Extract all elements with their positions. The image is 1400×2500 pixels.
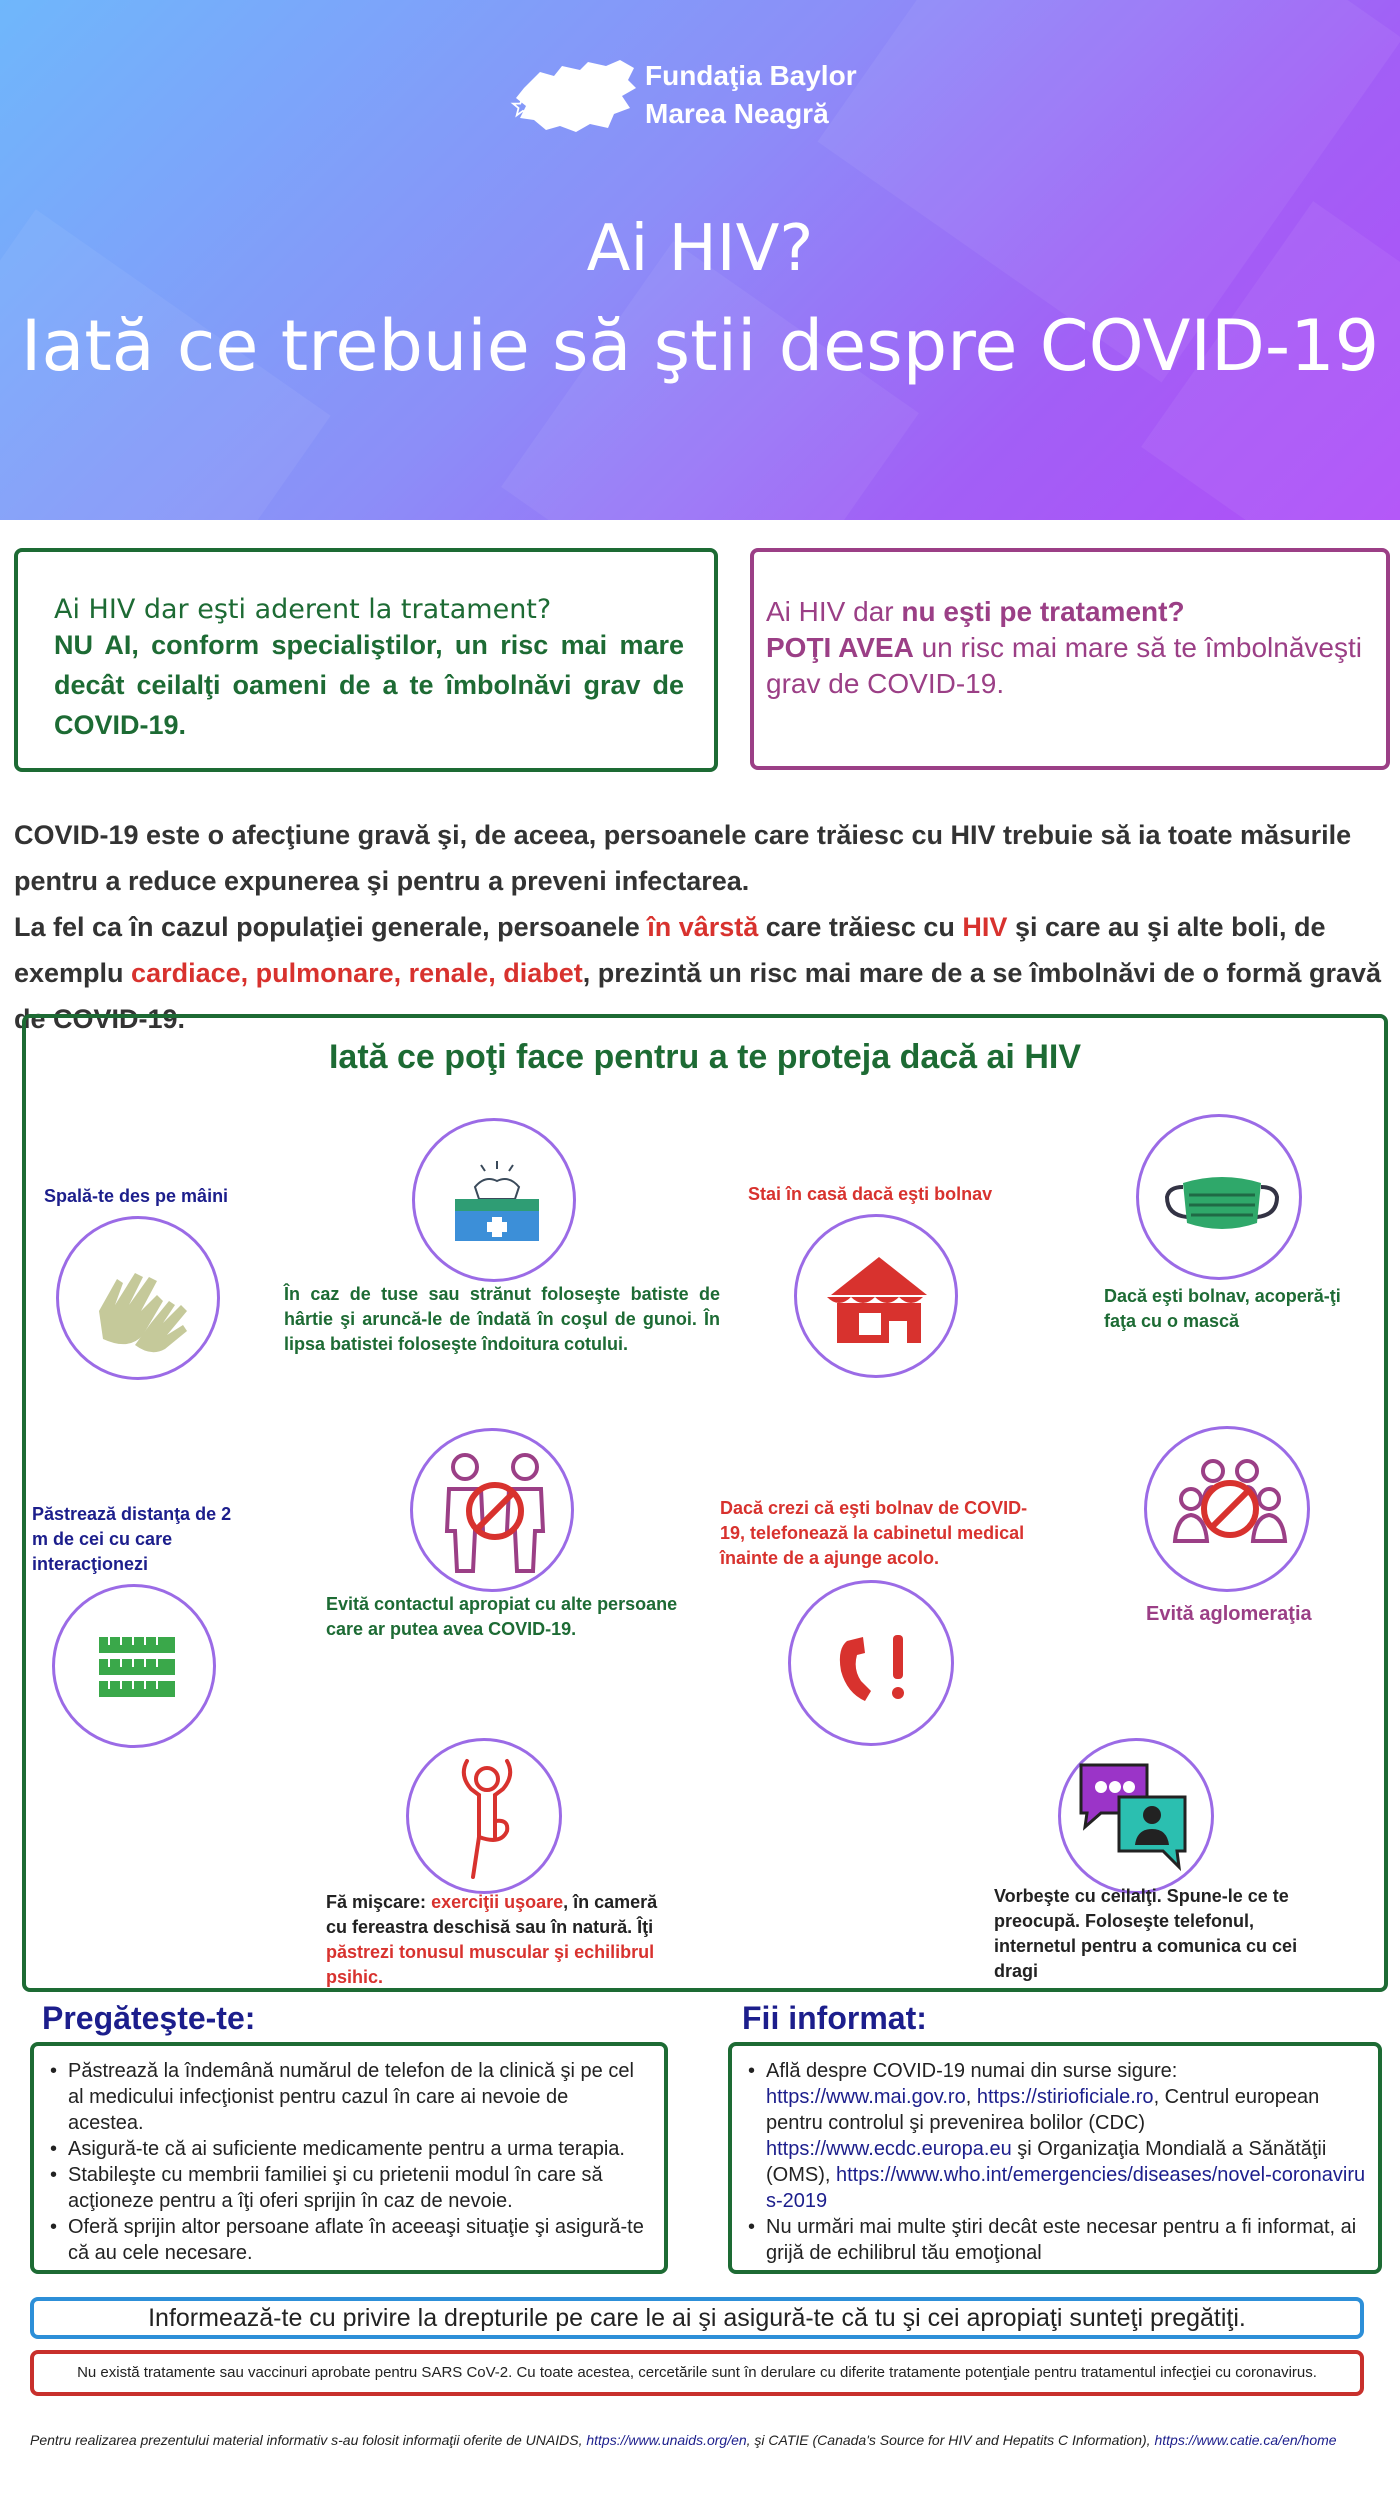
- intro-p2-red3: cardiace, pulmonare, renale, diabet: [131, 958, 583, 988]
- stay-home-circle: [794, 1214, 958, 1378]
- catie-link[interactable]: https://www.catie.ca/en/home: [1154, 2432, 1337, 2448]
- footer-a: Pentru realizarea prezentului material informativ s-au folosit informaţii oferite de UNAIDS,: [30, 2432, 587, 2448]
- inform-box: [728, 2042, 1382, 2274]
- nontreated-answer: [766, 630, 1372, 702]
- contact-caption: Evită contactul apropiat cu alte persoane care ar putea avea COVID-19.: [326, 1594, 678, 1639]
- no-crowd-icon: [1147, 1429, 1313, 1595]
- title-line2: Iată ce trebuie să ştii despre COVID-19: [20, 305, 1380, 387]
- list-item: • Asigură-te că ai suficiente medicamente pentru a urma terapia.: [42, 2136, 648, 2162]
- tissue-box-icon: [415, 1121, 579, 1285]
- no-treatment-banner: Nu există tratamente sau vaccinuri aprobate pentru SARS CoV-2. Cu toate acestea, cercetările sunt în derulare cu diferite tratamente potenţiale pentru tratamentul infecţiei cu coronavirus.: [30, 2350, 1364, 2396]
- exercise-red2: păstrezi tonusul muscular şi echilibrul psihic.: [326, 1942, 655, 1987]
- mask-caption: Dacă eşti bolnav, acoperă-ţi faţa cu o mască: [1104, 1286, 1341, 1331]
- inform-title: Fii informat:: [742, 2000, 927, 2036]
- intro-p2-red2: HIV: [962, 912, 1008, 942]
- no-crowd-circle: [1144, 1426, 1310, 1592]
- adherent-answer: NU AI, conform specialiştilor, un risc mai mare decât ceilalţi oameni de a te îmbolnăvi grav de COVID-19.: [54, 630, 684, 740]
- title-line1: Ai HIV?: [586, 212, 814, 286]
- washing-hands-icon: [59, 1219, 223, 1383]
- tissue-caption: În caz de tuse sau strănut foloseşte batiste de hârtie şi aruncă-le de îndată în coşul de gunoi. În lipsa batistei foloseşte îndoitura cotului.: [284, 1284, 720, 1354]
- header-banner: [0, 0, 1400, 520]
- mask-circle: [1136, 1114, 1302, 1280]
- wash-caption: Spală-te des pe mâini: [44, 1186, 229, 1206]
- unaids-link[interactable]: https://www.unaids.org/en: [586, 2432, 747, 2448]
- intro-p2-c: şi care au şi alte boli, de exemplu: [14, 912, 1326, 988]
- intro-p2-b: care trăiesc cu: [758, 912, 963, 942]
- wash-circle: [56, 1216, 220, 1380]
- adherent-box: [14, 548, 718, 772]
- stirioficiale-link[interactable]: https://stirioficiale.ro: [976, 2086, 1154, 2108]
- logo-line1: Fundaţia Baylor: [645, 60, 857, 91]
- exercise-caption: [326, 1890, 660, 1990]
- nontreated-question: [766, 594, 1372, 630]
- intro-p1: COVID-19 este o afecţiune gravă şi, de aceea, persoanele care trăiesc cu HIV trebuie să ia toate măsurile pentru a reduce expunerea şi pentru a preveni infectarea.: [14, 820, 1352, 896]
- no-contact-circle: [410, 1428, 574, 1592]
- face-mask-icon: [1139, 1117, 1305, 1283]
- list-item: • Stabileşte cu membrii familiei şi cu prietenii modul în care să acţioneze pentru a îţi oferi sprijin în caz de nevoie.: [42, 2162, 648, 2214]
- prepare-list: [42, 2058, 648, 2266]
- distance-caption: Păstrează distanţa de 2 m de cei cu care interacţionezi: [32, 1504, 232, 1574]
- tissue-circle: [412, 1118, 576, 1282]
- protection-panel: [22, 1014, 1388, 1992]
- intro-text: [14, 812, 1390, 1042]
- exercise-b: , în cameră cu fereastra deschisă sau în natură. Îţi: [326, 1892, 658, 1937]
- exercise-a: Fă mişcare:: [326, 1892, 432, 1912]
- protection-title: Iată ce poţi face pentru a te proteja dacă ai HIV: [328, 1038, 1082, 1076]
- house-icon: [797, 1217, 961, 1381]
- nontreated-q-bold: nu eşti pe tratament?: [901, 596, 1185, 627]
- footer-note: [30, 2432, 1380, 2448]
- list-item: • Păstrează la îndemână numărul de telefon de la clinică şi pe cel al medicului infecţionist pentru cazul în care ai nevoie de acestea.: [42, 2058, 648, 2136]
- phone-alert-icon: [791, 1583, 957, 1749]
- nontreated-a-bold: POŢI AVEA: [766, 632, 914, 663]
- list-item: • Nu urmări mai multe ştiri decât este necesar pentru a fi informat, ai grijă de echilibrul tău emoţional: [740, 2214, 1368, 2266]
- intro-p2-d: , prezintă un risc mai mare de a se îmbolnăvi de o formă gravă de COVID-19.: [14, 958, 1381, 1034]
- chat-circle: [1058, 1738, 1214, 1894]
- exercise-circle: [406, 1738, 562, 1894]
- ecdc-link[interactable]: https://www.ecdc.europa.eu: [766, 2138, 1012, 2160]
- distance-circle: [52, 1584, 216, 1748]
- footer-b: , şi CATIE (Canada's Source for HIV and Hepatits C Information),: [746, 2432, 1155, 2448]
- mai-link[interactable]: https://www.mai.gov.ro: [766, 2086, 966, 2108]
- foundation-logo: [510, 58, 890, 138]
- exercise-icon: [409, 1741, 565, 1897]
- who-link[interactable]: https://www.who.int/emergencies/diseases/novel-coronavirus-2019: [766, 2164, 1366, 2212]
- inform-sep: ,: [965, 2086, 977, 2108]
- exercise-red1: exerciţii uşoare: [431, 1892, 564, 1912]
- list-item: [740, 2058, 1368, 2214]
- stay-home-caption: Stai în casă dacă eşti bolnav: [748, 1184, 993, 1204]
- chat-icon: [1061, 1741, 1217, 1897]
- inform-list: [740, 2058, 1368, 2266]
- logo-line2: Marea Neagră: [645, 98, 829, 129]
- prepare-box: [30, 2042, 668, 2274]
- measuring-tape-icon: [55, 1587, 219, 1751]
- no-contact-icon: [413, 1431, 577, 1595]
- rights-banner: Informează-te cu privire la drepturile pe care le ai şi asigură-te că tu şi cei apropiaţi sunteţi pregătiţi.: [30, 2297, 1364, 2339]
- prepare-title: Pregăteşte-te:: [42, 2000, 256, 2036]
- inform-text-b: , Centrul european pentru controlul şi prevenirea bolilor (CDC): [766, 2086, 1320, 2134]
- call-caption: Dacă crezi că eşti bolnav de COVID-19, telefonează la cabinetul medical înainte de a ajunge acolo.: [720, 1498, 1028, 1568]
- adherent-question: Ai HIV dar eşti aderent la tratament?: [54, 594, 552, 625]
- nontreated-q-prefix: Ai HIV dar: [766, 596, 902, 627]
- inform-text-a: Află despre COVID-19 numai din surse sigure:: [766, 2060, 1178, 2082]
- nontreated-box: [750, 548, 1390, 770]
- intro-p2-a: La fel ca în cazul populaţiei generale, persoanele: [14, 912, 648, 942]
- logo-map-icon: [510, 58, 640, 138]
- crowds-caption: Evită aglomeraţia: [1146, 1603, 1312, 1625]
- list-item: • Oferă sprijin altor persoane aflate în aceeaşi situaţie şi asigură-te că au cele necesare.: [42, 2214, 648, 2266]
- talk-caption: Vorbeşte cu ceilalţi. Spune-le ce te preocupă. Foloseşte telefonul, internetul pentru a comunica cu cei dragi: [994, 1886, 1298, 1981]
- call-circle: [788, 1580, 954, 1746]
- inform-text-c: şi Organizaţia Mondială a Sănătăţii (OMS),: [766, 2138, 1327, 2186]
- nontreated-a-rest: un risc mai mare să te îmbolnăveşti grav de COVID-19.: [766, 632, 1362, 699]
- intro-p2-red1: în vârstă: [647, 912, 759, 942]
